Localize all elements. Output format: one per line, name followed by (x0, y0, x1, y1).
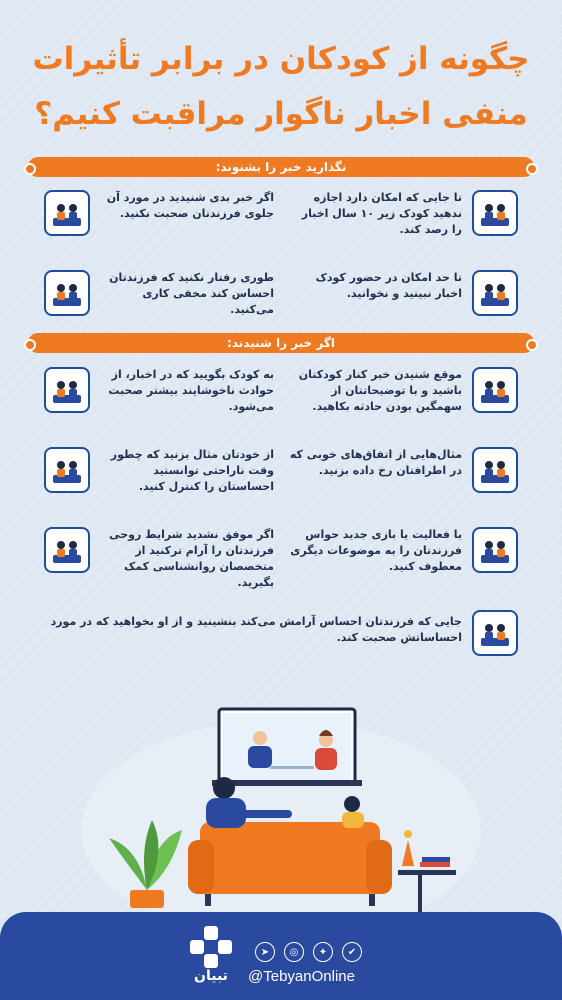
tip-item-3 (288, 270, 518, 316)
section-dot (526, 163, 538, 175)
instagram-icon[interactable]: ◎ (284, 942, 304, 962)
tip-text-10: اگر موفق نشدید شرایط روحی فرزندتان را آرام ترکنید از متخصصان روانشناسی کمک بگیرید. (109, 528, 274, 589)
social-icons (255, 942, 362, 962)
tip-item-11 (44, 610, 518, 656)
tip-text-8: از خودتان مثال بزنید که چطور وقت ناراحتی توانستید احساستان را کنترل کنید. (110, 448, 274, 493)
section-1-label: نگذارید خبر را بشنوند: (215, 160, 347, 174)
sitting-together-icon (472, 367, 518, 413)
twitter-icon[interactable]: ✦ (313, 942, 333, 962)
section-dot (24, 339, 36, 351)
hugging-icon (472, 610, 518, 656)
tip-text-1: تا جایی که امکان دارد اجازه ندهید کودک زیر ۱۰ سال اخبار را رصد کند. (301, 191, 462, 236)
living-room-illustration (0, 690, 562, 920)
plant-pot (130, 890, 164, 908)
parents-talking-icon (44, 190, 90, 236)
tip-item-9 (288, 527, 518, 575)
section-dot (24, 163, 36, 175)
section-header-1 (28, 157, 534, 177)
section-dot (526, 339, 538, 351)
tip-item-7 (288, 447, 518, 493)
tebyan-logo-icon (188, 924, 234, 970)
conversation-icon (44, 367, 90, 413)
tip-text-11: جایی که فرزندتان احساس آرامش می‌کند بنشینید و از او بخواهید که در مورد احساساتش صحبت کند. (50, 615, 462, 644)
tip-text-9: با فعالیت یا بازی جدید حواس فرزندتان را به موضوعات دیگری معطوف کنید. (290, 528, 462, 573)
brand-name: تبیان (194, 968, 228, 984)
tip-item-1 (288, 190, 518, 238)
playing-icon (472, 527, 518, 573)
tip-item-4 (44, 270, 274, 318)
section-2-label: اگر خبر را شنیدند: (227, 336, 335, 350)
family-icon (44, 447, 90, 493)
social-handle[interactable]: @TebyanOnline (248, 968, 355, 985)
sofa (200, 822, 380, 894)
counseling-icon (44, 527, 90, 573)
side-table (398, 870, 456, 875)
celebration-icon (472, 447, 518, 493)
tip-item-8 (44, 447, 274, 495)
tip-item-2 (44, 190, 274, 236)
family-tv-icon (472, 190, 518, 236)
verified-icon[interactable]: ✔ (342, 942, 362, 962)
title-line-2: منفی اخبار ناگوار مراقبت کنیم؟ (34, 96, 528, 132)
tip-item-5 (288, 367, 518, 415)
section-header-2 (28, 333, 534, 353)
tip-item-6 (44, 367, 274, 415)
tip-text-7: مثال‌هایی از اتفاق‌های خوبی که در اطرافتان رخ داده بزنید. (289, 448, 462, 477)
tip-text-4: طوری رفتار نکنید که فرزندتان احساس کند مخفی کاری می‌کنید. (109, 271, 274, 316)
telegram-icon[interactable]: ➤ (255, 942, 275, 962)
watching-news-icon (472, 270, 518, 316)
tip-text-6: به کودک بگویید که در اخبار، از حوادث ناخوشایند بیشتر صحبت می‌شود. (108, 368, 274, 413)
hiding-icon (44, 270, 90, 316)
title-line-1: چگونه از کودکان در برابر تأثیرات (32, 41, 530, 77)
tip-text-3: تا حد امکان در حضور کودک اخبار نبینید و نخوانید. (315, 271, 462, 300)
tip-text-2: اگر خبر بدی شنیدید در مورد آن جلوی فرزندتان صحبت نکنید. (106, 191, 274, 220)
tip-item-10 (44, 527, 274, 591)
tip-text-5: موقع شنیدن خبر کنار کودکتان باشید و با توضیحاتتان از سهمگین بودن حادثه بکاهید. (298, 368, 462, 413)
